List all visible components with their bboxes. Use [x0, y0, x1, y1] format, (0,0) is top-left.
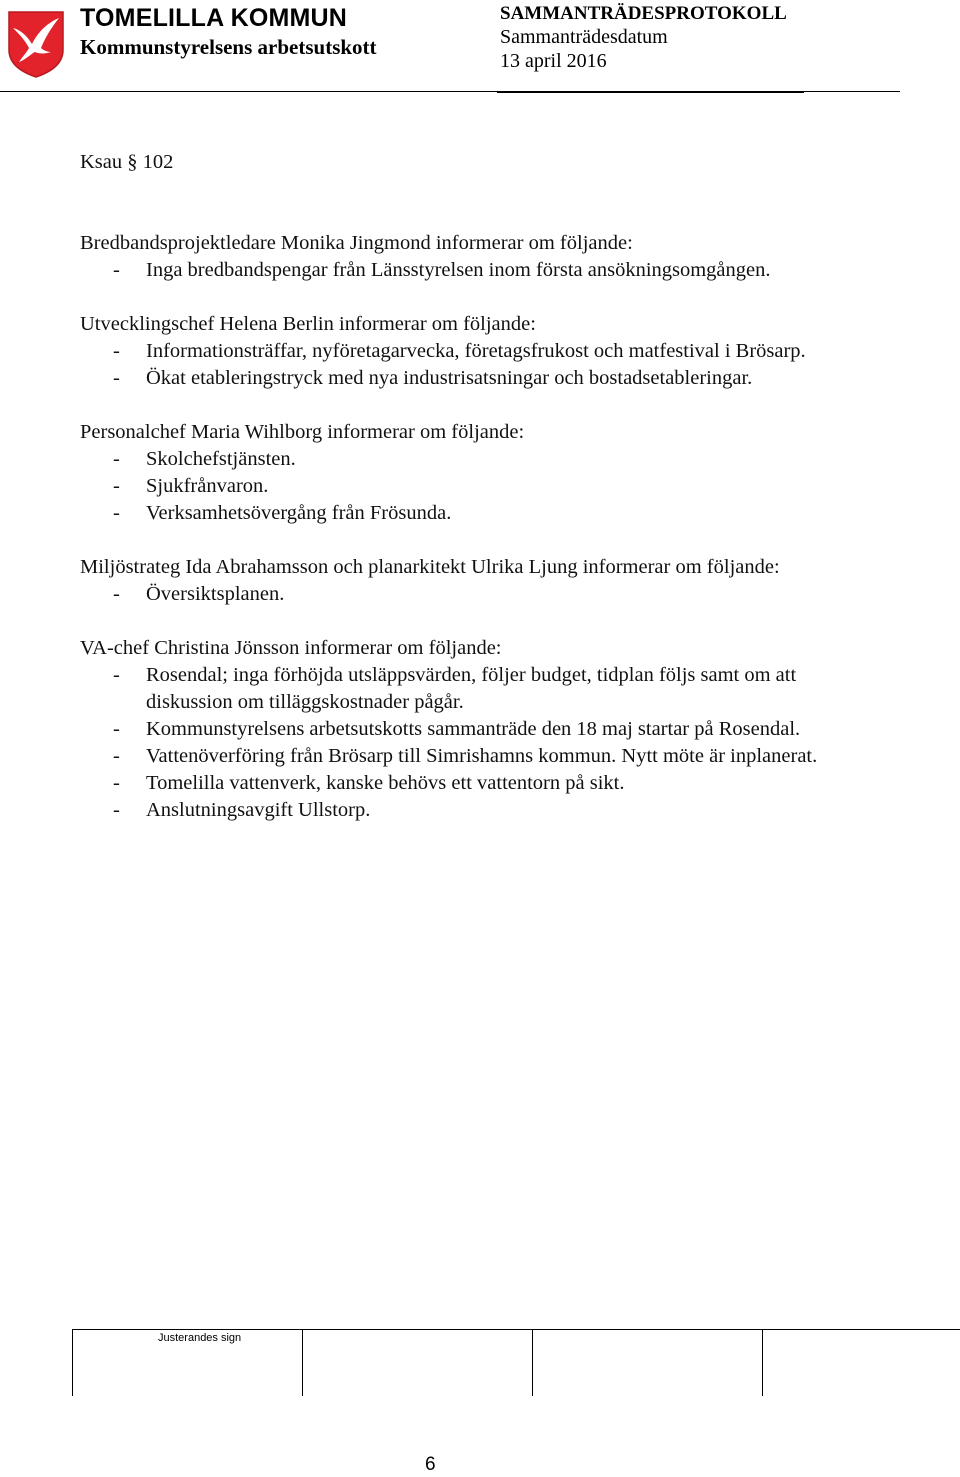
committee-name: Kommunstyrelsens arbetsutskott [80, 35, 377, 59]
info-section [80, 635, 880, 824]
info-section [80, 230, 880, 284]
section-intro: Miljöstrateg Ida Abrahamsson och planarkitekt Ulrika Ljung informerar om följande: [80, 556, 780, 578]
header-divider-accent [497, 91, 804, 93]
list-item: - Översiktsplanen. [80, 581, 880, 608]
info-section [80, 554, 880, 608]
list-item: - Skolchefstjänsten. [80, 446, 880, 473]
signature-cell-divider [302, 1329, 303, 1396]
item-list [80, 446, 880, 527]
list-item: - Tomelilla vattenverk, kanske behövs ett vattentorn på sikt. [80, 770, 880, 797]
section-intro: Personalchef Maria Wihlborg informerar om följande: [80, 421, 525, 443]
section-intro: VA-chef Christina Jönsson informerar om följande: [80, 637, 502, 659]
item-list [80, 662, 880, 824]
signature-cell-divider [762, 1329, 763, 1396]
item-list [80, 257, 880, 284]
list-item: - Inga bredbandspengar från Länsstyrelsen inom första ansökningsomgången. [80, 257, 880, 284]
list-item: - Verksamhetsövergång från Frösunda. [80, 500, 880, 527]
item-list [80, 581, 880, 608]
list-item: - Vattenöverföring från Brösarp till Simrishamns kommun. Nytt möte är inplanerat. [80, 743, 880, 770]
paragraph-reference: Ksau § 102 [80, 151, 174, 173]
list-item: - Rosendal; inga förhöjda utsläppsvärden, följer budget, tidplan följs samt om att diskussion om tilläggskostnader pågår. [80, 662, 880, 716]
meeting-date: 13 april 2016 [500, 50, 607, 72]
list-item: - Sjukfrånvaron. [80, 473, 880, 500]
page-number: 6 [425, 1454, 436, 1475]
protocol-body [80, 149, 880, 851]
organization-name: TOMELILLA KOMMUN [80, 4, 348, 32]
document-type: SAMMANTRÄDESPROTOKOLL [500, 3, 787, 24]
info-section [80, 419, 880, 527]
signature-cell-divider [532, 1329, 533, 1396]
item-list [80, 338, 880, 392]
list-item: - Anslutningsavgift Ullstorp. [80, 797, 880, 824]
meeting-date-label: Sammanträdesdatum [500, 26, 668, 48]
list-item: - Ökat etableringstryck med nya industrisatsningar och bostadsetableringar. [80, 365, 880, 392]
seagull-shield-icon [7, 10, 65, 78]
list-item: - Kommunstyrelsens arbetsutskotts sammanträde den 18 maj startar på Rosendal. [80, 716, 880, 743]
section-intro: Utvecklingschef Helena Berlin informerar om följande: [80, 313, 536, 335]
info-section [80, 311, 880, 392]
section-intro: Bredbandsprojektledare Monika Jingmond informerar om följande: [80, 232, 633, 254]
signature-label: Justerandes sign [158, 1332, 242, 1344]
list-item: - Informationsträffar, nyföretagarvecka, företagsfrukost och matfestival i Brösarp. [80, 338, 880, 365]
